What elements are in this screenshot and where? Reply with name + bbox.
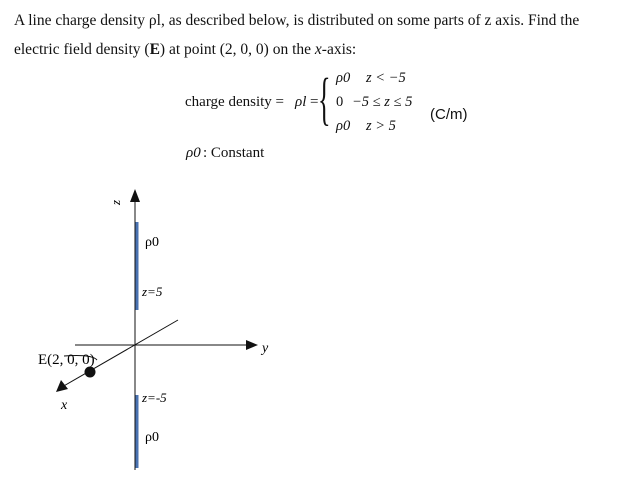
field-symbol: E bbox=[149, 41, 160, 58]
case-brace: { bbox=[318, 66, 331, 131]
y-axis-label: y bbox=[262, 341, 269, 356]
upper-charge-label: ρ0 bbox=[145, 235, 159, 250]
case-3-condition: z > 5 bbox=[366, 118, 396, 134]
case-1-condition: z < −5 bbox=[366, 70, 406, 86]
equation-lhs: charge density = bbox=[185, 94, 284, 110]
case-1-value: ρ0 bbox=[336, 70, 351, 86]
x-axis-arrowhead bbox=[56, 380, 68, 392]
lower-charge-label: ρ0 bbox=[145, 430, 159, 445]
case-2-condition: −5 ≤ z ≤ 5 bbox=[352, 94, 413, 110]
field-point-label: E(2, 0, 0) bbox=[38, 352, 95, 368]
problem-text: ) at point (2, 0, 0) on the bbox=[159, 41, 315, 58]
case-3-value: ρ0 bbox=[336, 118, 351, 134]
axis-name: x bbox=[314, 41, 322, 58]
z-axis-label: z bbox=[108, 199, 123, 205]
constant-label: : Constant bbox=[203, 145, 265, 161]
field-point-dot bbox=[85, 367, 96, 378]
problem-text: -axis: bbox=[321, 41, 357, 58]
equation-equals: = bbox=[310, 94, 319, 110]
lower-limit-label: z=-5 bbox=[142, 390, 167, 405]
problem-text: , as described below, is distributed on some parts of z axis. Find the bbox=[160, 12, 580, 29]
constant-symbol: ρ0 bbox=[186, 145, 201, 161]
z-axis-arrowhead bbox=[130, 189, 140, 202]
upper-limit-label: z=5 bbox=[142, 284, 163, 299]
equation-symbol: ρl bbox=[295, 94, 307, 110]
unit-label: (C/m) bbox=[430, 106, 468, 123]
y-axis-arrowhead bbox=[246, 340, 258, 350]
case-2-value: 0 bbox=[336, 94, 344, 110]
line-charge-symbol: ρl bbox=[148, 12, 161, 29]
x-axis-label: x bbox=[61, 398, 68, 413]
problem-text: electric field density ( bbox=[14, 41, 150, 58]
problem-text: A line charge density bbox=[14, 12, 149, 29]
